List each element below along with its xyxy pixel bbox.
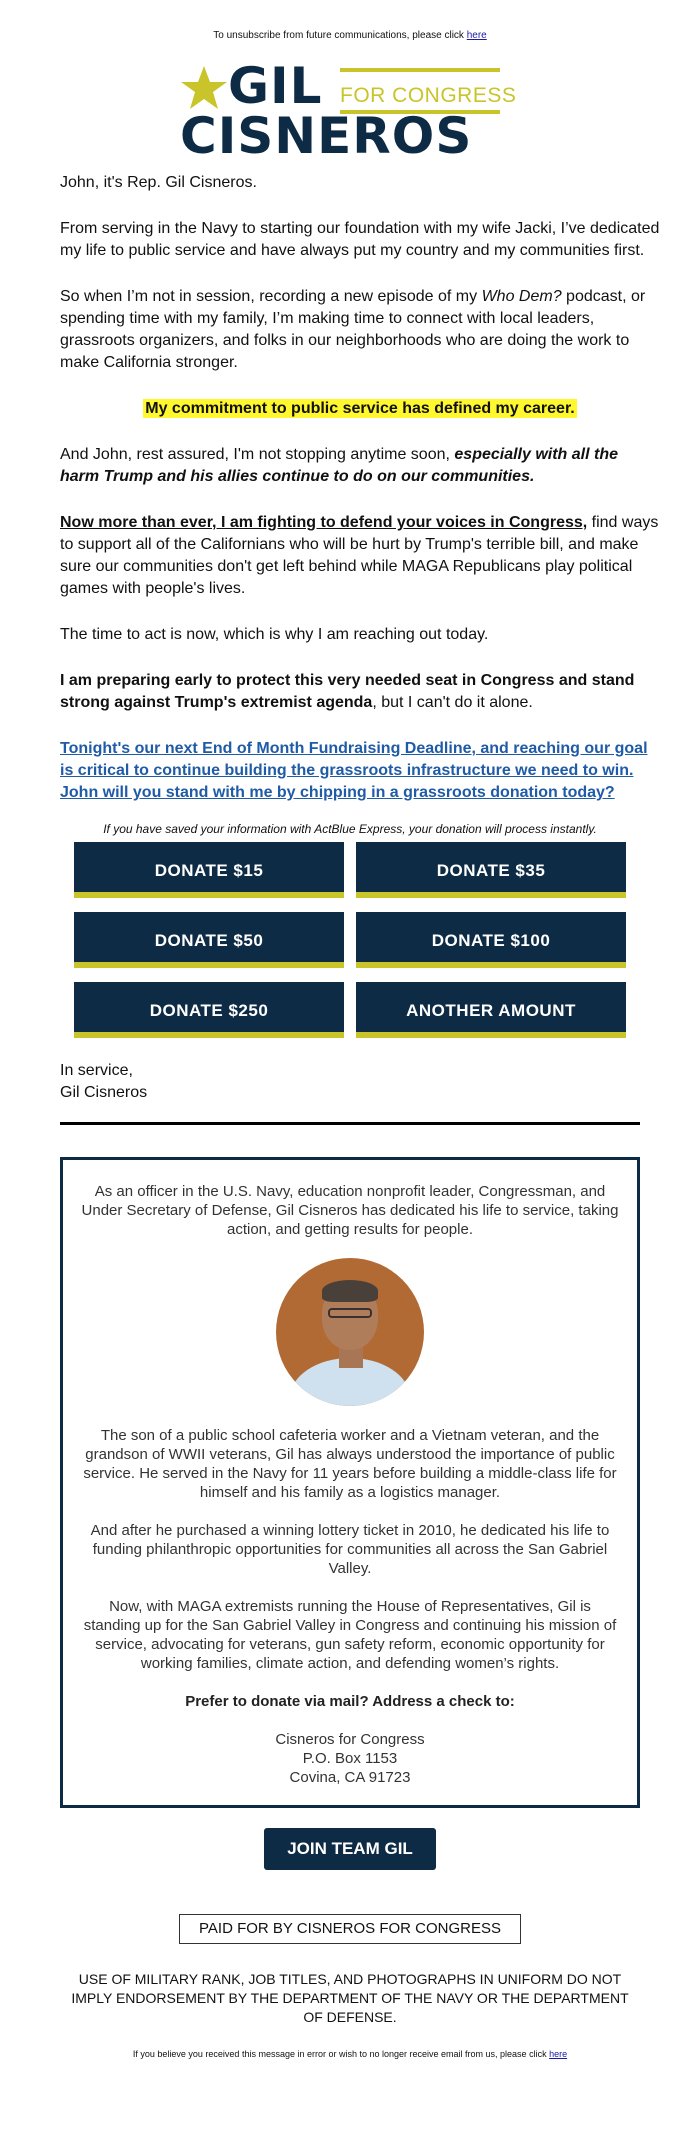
- logo-cisneros: CISNEROS: [180, 107, 473, 165]
- actblue-express-note: If you have saved your information with ActBlue Express, your donation will process instantly.: [103, 822, 597, 836]
- donate-grid: [74, 842, 626, 1038]
- unsubscribe-link[interactable]: here: [466, 30, 487, 41]
- join-team-button[interactable]: JOIN TEAM GIL: [264, 1828, 436, 1870]
- address-line: P.O. Box 1153: [302, 1750, 398, 1767]
- email-container: [30, 0, 670, 2059]
- paragraph-rest-assured: And John, rest assured, I'm not stopping anytime soon, especially with all the harm Trump and his allies continue to do on our communities.: [60, 446, 619, 485]
- signoff-name: Gil Cisneros: [60, 1084, 148, 1101]
- logo-gil: GIL: [228, 57, 323, 115]
- highlight-line: [60, 398, 660, 420]
- unsubscribe-text: To unsubscribe from future communications, please click: [213, 30, 464, 41]
- signoff-line: In service,: [60, 1062, 133, 1079]
- donate-50-button[interactable]: DONATE $50: [74, 912, 344, 968]
- bio-paragraph-2: And after he purchased a winning lottery ticket in 2010, he dedicated his life to funding philanthropic opportunities for communities all across the San Gabriel Valley.: [90, 1522, 610, 1577]
- podcast-name: Who Dem?: [481, 288, 562, 305]
- cta-link[interactable]: Tonight's our next End of Month Fundraising Deadline, and reaching our goal is critical to continue building the grassroots infrastructure we need to win. John will you stand with me by chipping in a grassroots donation today?: [60, 740, 648, 801]
- campaign-logo: [180, 57, 520, 165]
- donate-35-button[interactable]: DONATE $35: [356, 842, 626, 898]
- mail-address: [81, 1730, 619, 1787]
- error-unsubscribe-link[interactable]: here: [549, 2049, 568, 2059]
- paragraph-session: So when I’m not in session, recording a new episode of my Who Dem? podcast, or spending time with my family, I’m making time to connect with local leaders, grassroots organizers, and folks in our neighborhoods who are doing the work to make California stronger.: [60, 288, 646, 371]
- address-line: Covina, CA 91723: [289, 1769, 411, 1786]
- paragraph-navy: From serving in the Navy to starting our foundation with my wife Jacki, I’ve dedicated my life to public service and have always put my country and my communities first.: [60, 220, 660, 259]
- logo-bars: [340, 68, 500, 78]
- bio-paragraph-1: The son of a public school cafeteria worker and a Vietnam veteran, and the grandson of WWII veterans, Gil has always understood the importance of public service. He served in the Navy for 11 years before building a middle-class life for himself and his family as a logistics manager.: [83, 1427, 617, 1501]
- unsubscribe-note: [30, 0, 670, 44]
- paragraph-preparing: I am preparing early to protect this very needed seat in Congress and stand strong against Trump's extremist agenda, but I can't do it alone.: [60, 672, 635, 711]
- cta-paragraph: [60, 738, 660, 804]
- logo-for-congress: FOR CONGRESS: [340, 84, 517, 107]
- donate-250-button[interactable]: DONATE $250: [74, 982, 344, 1038]
- paragraph-time-to-act: The time to act is now, which is why I am reaching out today.: [60, 626, 489, 643]
- candidate-photo: [276, 1258, 424, 1406]
- donate-15-button[interactable]: DONATE $15: [74, 842, 344, 898]
- paid-for-box: PAID FOR BY CISNEROS FOR CONGRESS: [179, 1914, 521, 1944]
- donate-other-button[interactable]: ANOTHER AMOUNT: [356, 982, 626, 1038]
- greeting: John, it's Rep. Gil Cisneros.: [60, 174, 257, 191]
- donate-100-button[interactable]: DONATE $100: [356, 912, 626, 968]
- paragraph-fighting: Now more than ever, I am fighting to defend your voices in Congress, find ways to support all of the Californians who will be hurt by Trump's terrible bill, and make sure our communities don't get left behind while MAGA Republicans play political games with people's lives.: [60, 514, 659, 597]
- error-text: If you believe you received this message in error or wish to no longer receive email from us, please click: [132, 2049, 547, 2059]
- error-note: [30, 2049, 670, 2059]
- mail-heading: Prefer to donate via mail? Address a check to:: [185, 1693, 515, 1710]
- bio-intro: As an officer in the U.S. Navy, education nonprofit leader, Congressman, and Under Secretary of Defense, Gil Cisneros has dedicated his life to service, taking action, and getting results for people.: [81, 1183, 619, 1238]
- signoff: [30, 1038, 670, 1104]
- bio-paragraph-3: Now, with MAGA extremists running the House of Representatives, Gil is standing up for the San Gabriel Valley in Congress and continuing his mission of service, advocating for veterans, gun safety reform, economic opportunity for working families, climate action, and defending women’s rights.: [83, 1598, 617, 1672]
- star-icon: [180, 64, 228, 112]
- highlight-text: My commitment to public service has defined my career.: [145, 400, 575, 417]
- letter-body: [30, 172, 660, 804]
- bio-box: [60, 1157, 640, 1808]
- dod-disclaimer: USE OF MILITARY RANK, JOB TITLES, AND PHOTOGRAPHS IN UNIFORM DO NOT IMPLY ENDORSEMENT BY THE DEPARTMENT OF THE NAVY OR THE DEPARTMENT OF DEFENSE.: [71, 1971, 629, 2025]
- address-line: Cisneros for Congress: [275, 1731, 425, 1748]
- divider: [60, 1122, 640, 1125]
